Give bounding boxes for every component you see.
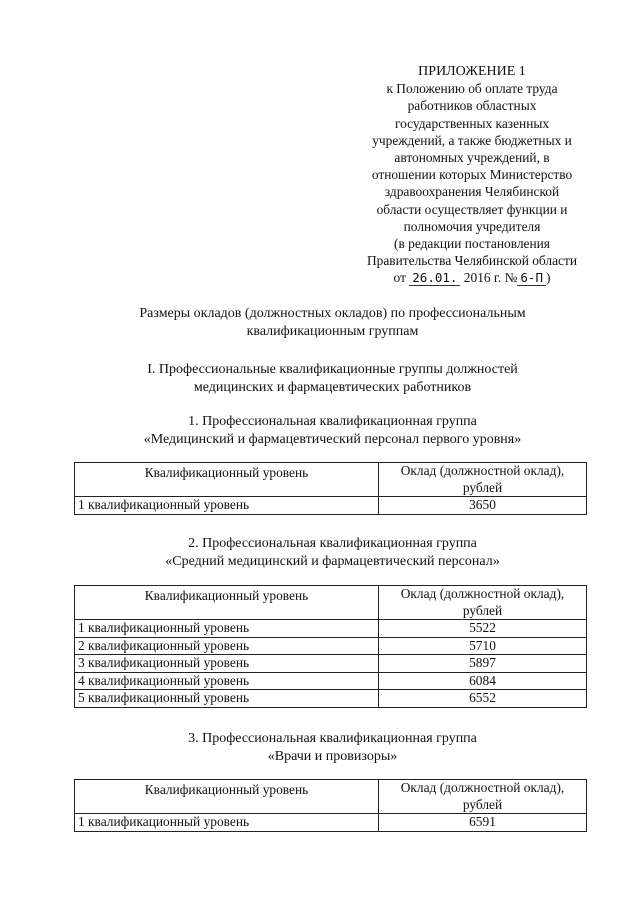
salary-table [74, 462, 587, 515]
appendix-line: к Положению об оплате труда [386, 81, 558, 97]
document-title-line: квалификационным группам [246, 323, 419, 339]
table-header-row [75, 463, 587, 497]
section-heading-line: I. Профессиональные квалификационные группы должностей [147, 362, 518, 377]
salary-cell: 5522 [379, 620, 587, 638]
salary-cell: 6591 [379, 814, 587, 832]
salary-table [74, 585, 587, 708]
header-level: Квалификационный уровень [75, 780, 379, 814]
table-row [75, 637, 587, 655]
date-year: 2016 г. № [463, 270, 518, 286]
group-heading-line: «Врачи и провизоры» [267, 748, 398, 764]
level-cell: 3 квалификационный уровень [75, 655, 379, 673]
group-heading [40, 413, 625, 448]
level-cell: 1 квалификационный уровень [75, 620, 379, 638]
salary-cell: 3650 [379, 497, 587, 515]
group-heading-line: 1. Профессиональная квалификационная группа [188, 414, 477, 429]
handwritten-date: 26.01. [409, 271, 460, 286]
level-cell: 5 квалификационный уровень [75, 690, 379, 708]
table-header-row [75, 586, 587, 620]
table-row [75, 814, 587, 832]
section-heading-line: медицинских и фармацевтических работников [193, 379, 472, 395]
appendix-line: полномочия учредителя [403, 218, 541, 234]
level-cell: 1 квалификационный уровень [75, 497, 379, 515]
appendix-title: ПРИЛОЖЕНИЕ 1 [418, 64, 526, 79]
table-row [75, 620, 587, 638]
appendix-line: автономных учреждений, в [394, 150, 550, 166]
document-title-line: Размеры окладов (должностных окладов) по профессиональным [139, 306, 526, 321]
table-row [75, 690, 587, 708]
salary-table [74, 779, 587, 832]
group-heading-line: 2. Профессиональная квалификационная группа [188, 536, 477, 551]
appendix-line: Правительства Челябинской области [367, 253, 577, 269]
group-heading-line: 3. Профессиональная квалификационная группа [188, 731, 477, 746]
header-salary: Оклад (должностной оклад), рублей [379, 586, 587, 620]
handwritten-number: 6-П [517, 271, 546, 286]
appendix-line: работников областных [407, 98, 537, 114]
salary-cell: 5897 [379, 655, 587, 673]
group-heading-line: «Медицинский и фармацевтический персонал первого уровня» [143, 431, 522, 447]
group-heading [40, 730, 625, 765]
group-heading [40, 535, 625, 570]
date-suffix: ) [545, 270, 551, 286]
salary-cell: 5710 [379, 637, 587, 655]
appendix-line: здравоохранения Челябинской [384, 184, 560, 200]
appendix-line: государственных казенных [394, 115, 550, 131]
header-level: Квалификационный уровень [75, 586, 379, 620]
header-salary: Оклад (должностной оклад), рублей [379, 463, 587, 497]
appendix-line: учреждений, а также бюджетных и [372, 132, 572, 148]
table-header-row [75, 780, 587, 814]
level-cell: 1 квалификационный уровень [75, 814, 379, 832]
table-row [75, 497, 587, 515]
date-prefix: от [393, 270, 406, 286]
salary-cell: 6084 [379, 672, 587, 690]
level-cell: 4 квалификационный уровень [75, 672, 379, 690]
header-level: Квалификационный уровень [75, 463, 379, 497]
resolution-date-line [348, 269, 596, 286]
appendix-line: (в редакции постановления [394, 236, 550, 252]
appendix-block [348, 63, 596, 287]
group-heading-line: «Средний медицинский и фармацевтический персонал» [165, 553, 500, 569]
table-row [75, 655, 587, 673]
document-title [40, 305, 625, 340]
level-cell: 2 квалификационный уровень [75, 637, 379, 655]
appendix-line: области осуществляет функции и [376, 201, 568, 217]
salary-cell: 6552 [379, 690, 587, 708]
section-heading [40, 361, 625, 396]
header-salary: Оклад (должностной оклад), рублей [379, 780, 587, 814]
table-row [75, 672, 587, 690]
appendix-line: отношении которых Министерство [371, 167, 573, 183]
